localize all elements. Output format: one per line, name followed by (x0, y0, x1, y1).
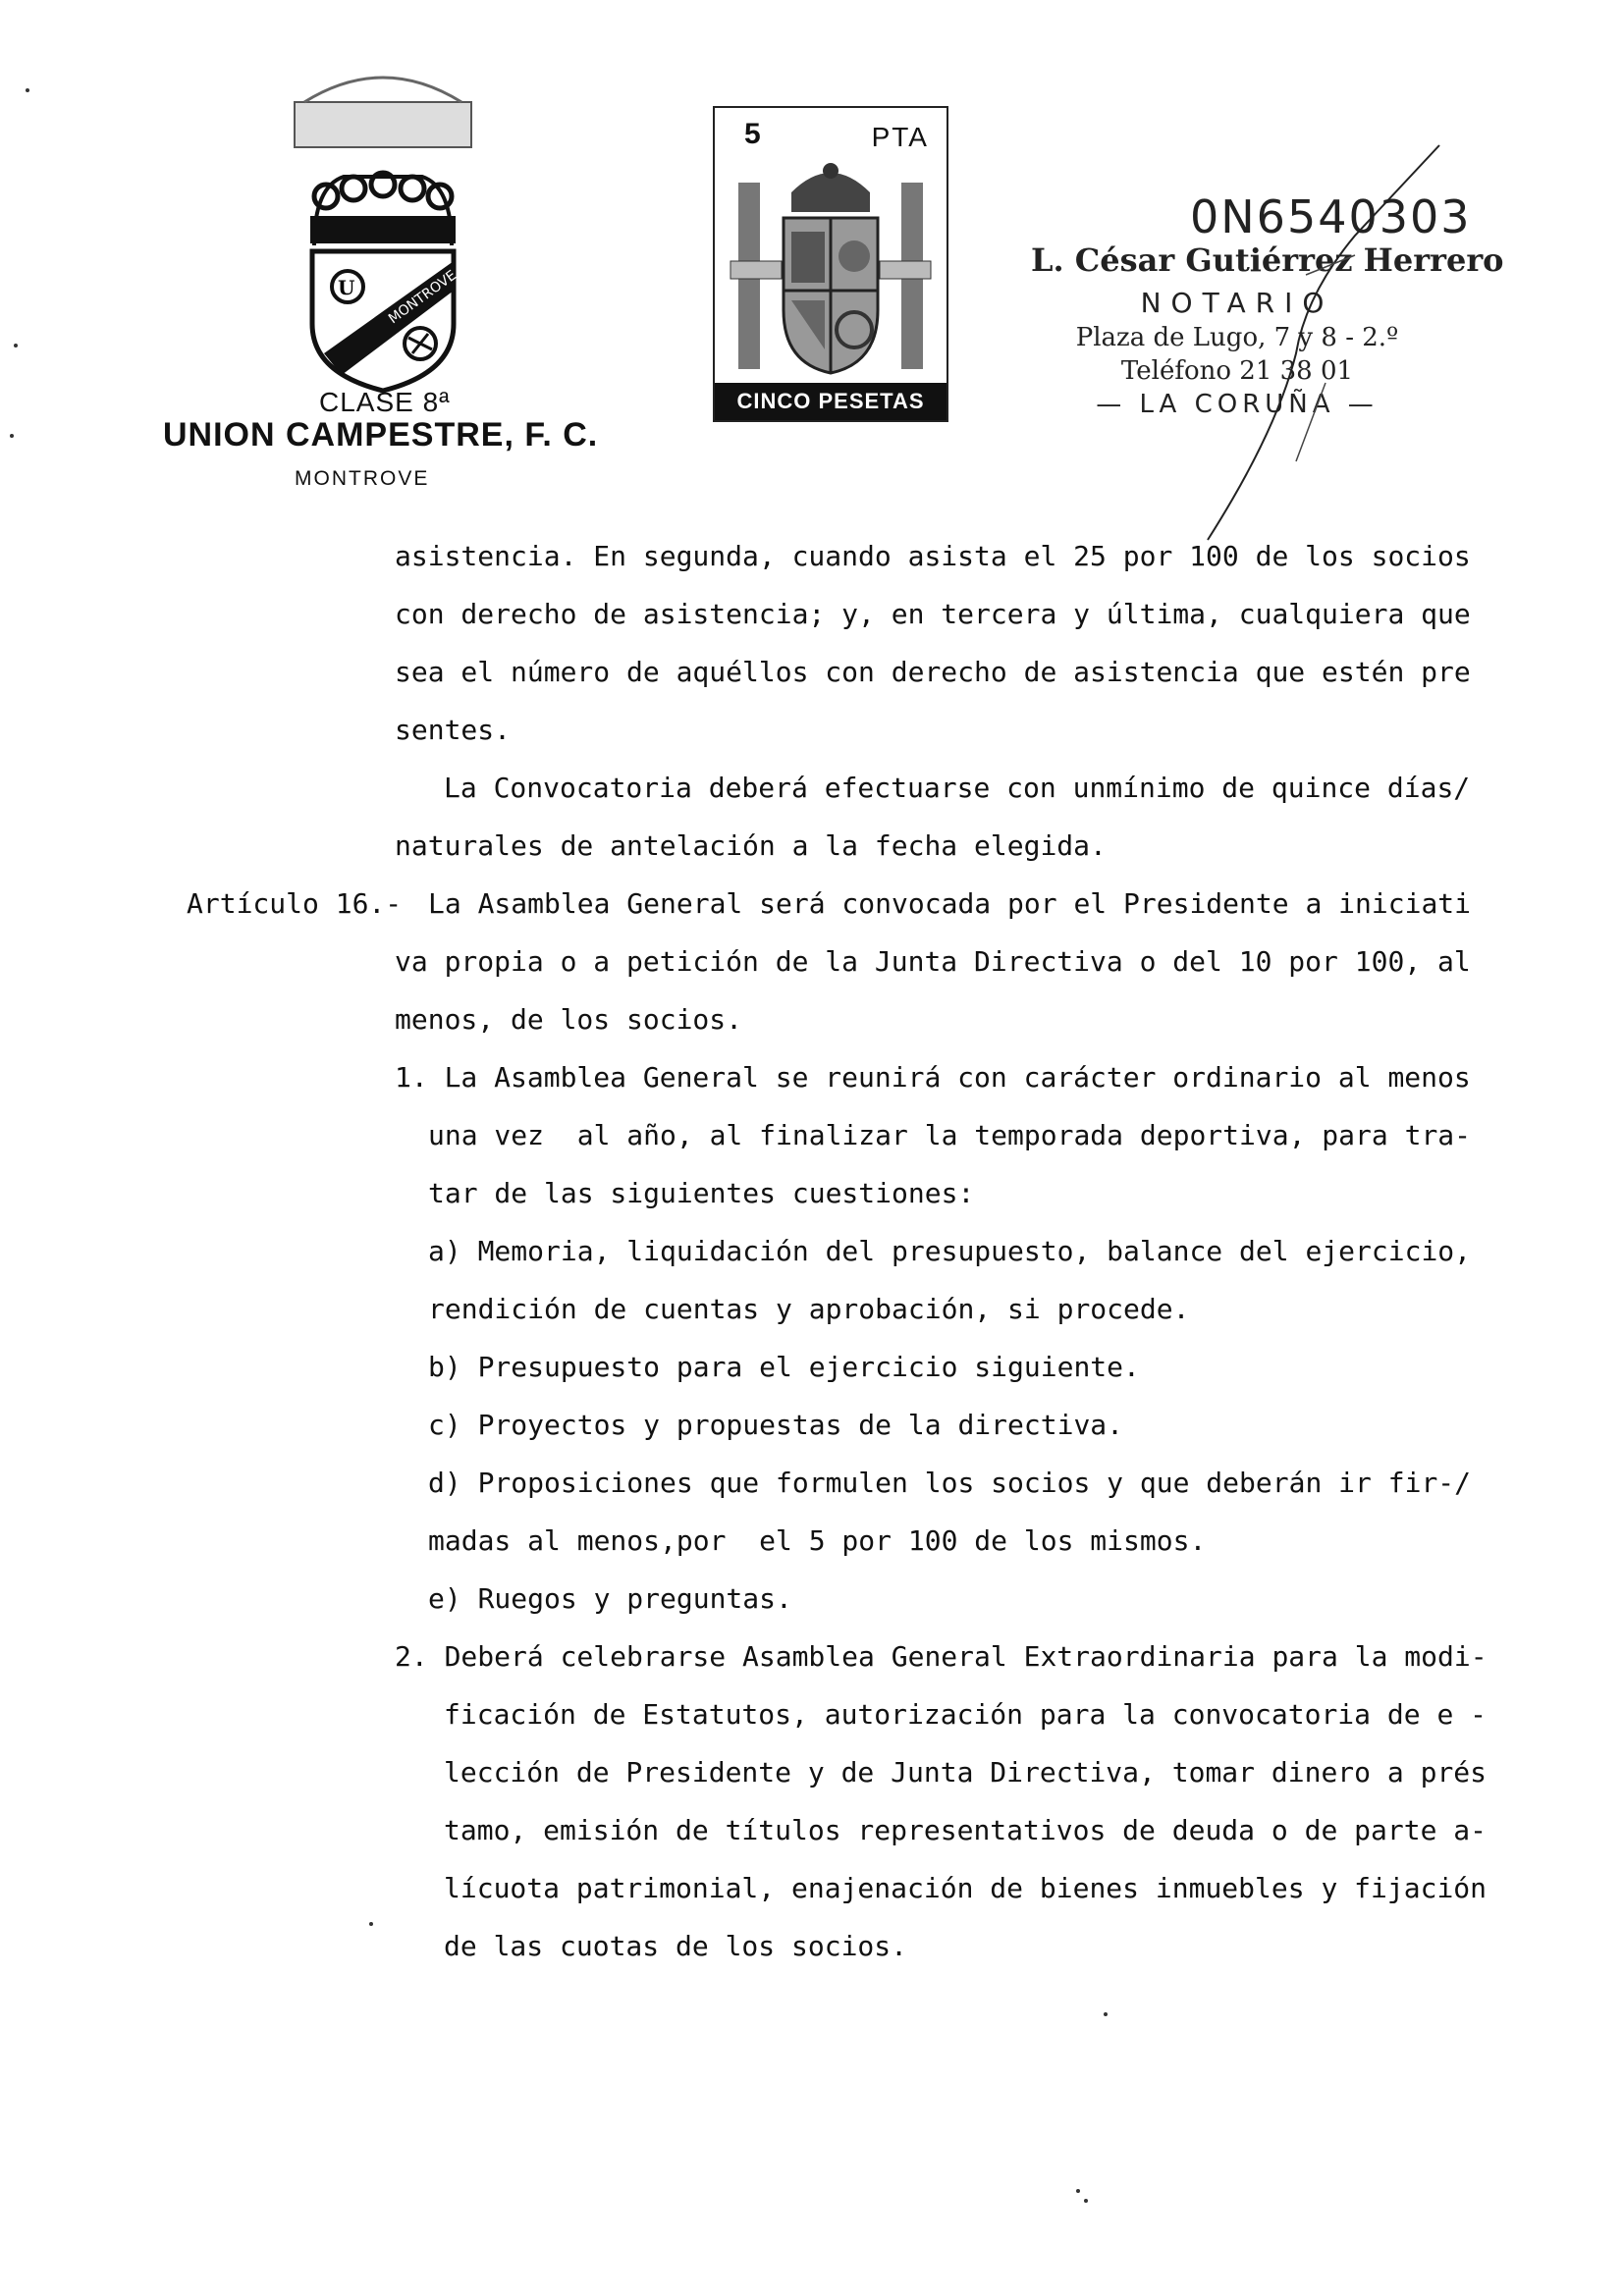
article-line: menos, de los socios. (395, 1003, 743, 1036)
body-line: asistencia. En segunda, cuando asista el 25 por 100 de los socios (395, 540, 1471, 572)
stamp-unit: PTA (871, 122, 929, 152)
notary-phone: Teléfono 21 38 01 (1120, 356, 1354, 386)
coat-of-arms-icon (723, 153, 939, 375)
body-line: naturales de antelación a la fecha elegida. (395, 829, 1107, 862)
stamp-caption: CINCO PESETAS (715, 383, 947, 420)
body-line: sentes. (395, 714, 512, 746)
sub-item: d) Proposiciones que formulen los socios y que deberán ir fir-/ (428, 1467, 1472, 1499)
notary-title: NOTARIO (1140, 287, 1334, 319)
sub-item: e) Ruegos y preguntas. (428, 1582, 792, 1615)
scan-speck (14, 344, 18, 347)
body-line: sea el número de aquéllos con derecho de asistencia que estén pre (395, 656, 1471, 688)
sub-item: b) Presupuesto para el ejercicio siguiente. (428, 1351, 1140, 1383)
club-class-label: CLASE 8ª (319, 387, 451, 417)
stamp-value: 5 (744, 118, 761, 150)
article-label: Artículo 16.- (187, 887, 403, 920)
list-item: tar de las siguientes cuestiones: (428, 1177, 975, 1209)
body-line: con derecho de asistencia; y, en tercera y última, cualquiera que (395, 598, 1471, 630)
serial-number: 0N6540303 (1190, 190, 1472, 243)
club-crest-logo (285, 59, 481, 393)
sub-item: c) Proyectos y propuestas de la directiva. (428, 1409, 1124, 1441)
list-item: 2. Deberá celebrarse Asamblea General Extraordinaria para la modi- (395, 1640, 1488, 1673)
notary-address: Plaza de Lugo, 7 y 8 - 2.º (1075, 323, 1399, 352)
notary-name: L. César Gutiérrez Herrero (1031, 241, 1504, 279)
list-item: ficación de Estatutos, autorización para la convocatoria de e - (444, 1698, 1488, 1731)
scan-speck (1076, 2189, 1080, 2193)
scan-speck (369, 1922, 373, 1926)
sub-item: a) Memoria, liquidación del presupuesto, balance del ejercicio, (428, 1235, 1472, 1267)
list-item: 1. La Asamblea General se reunirá con carácter ordinario al menos (395, 1061, 1471, 1094)
list-item: lícuota patrimonial, enajenación de bienes inmuebles y fijación (444, 1872, 1488, 1904)
scan-speck (1084, 2199, 1088, 2203)
sub-item: rendición de cuentas y aprobación, si procede. (428, 1293, 1190, 1325)
scan-speck (10, 434, 14, 438)
list-item: tamo, emisión de títulos representativos de deuda o de parte a- (444, 1814, 1488, 1846)
list-item: lección de Presidente y de Junta Directiva, tomar dinero a prés (444, 1756, 1488, 1789)
notary-city: — LA CORUÑA — (1096, 390, 1379, 419)
fiscal-stamp (713, 106, 948, 422)
list-item: de las cuotas de los socios. (444, 1930, 908, 1962)
list-item: una vez al año, al finalizar la temporada deportiva, para tra- (428, 1119, 1472, 1151)
club-town: MONTROVE (295, 467, 430, 490)
crest-band-text: MONTROVE (385, 267, 460, 328)
sub-item: madas al menos,por el 5 por 100 de los mismos. (428, 1524, 1207, 1557)
svg-text:U: U (338, 276, 355, 299)
scan-speck (26, 88, 29, 92)
scan-speck (1104, 2012, 1108, 2016)
article-line: va propia o a petición de la Junta Directiva o del 10 por 100, al (395, 945, 1471, 978)
club-name: UNION CAMPESTRE, F. C. (163, 416, 599, 454)
article-line: La Asamblea General será convocada por el Presidente a iniciati (428, 887, 1472, 920)
notary-signature-stroke (1060, 137, 1453, 550)
body-line: La Convocatoria deberá efectuarse con unmínimo de quince días/ (444, 772, 1471, 804)
